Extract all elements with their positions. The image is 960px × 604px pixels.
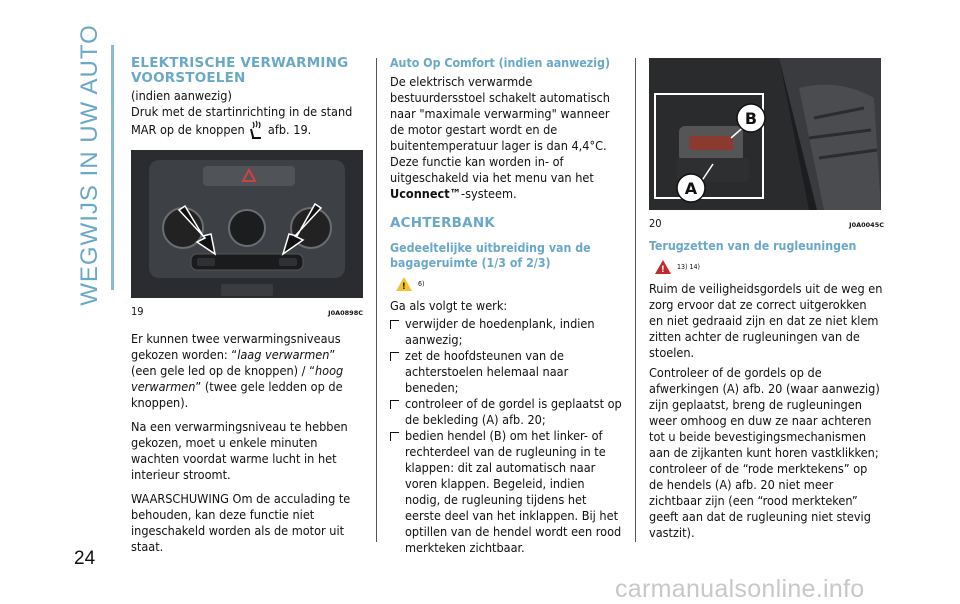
column-2 (390, 56, 622, 556)
column-3 (649, 56, 884, 549)
paragraph: (indien aanwezig) (131, 88, 232, 103)
figure-20-rear-seat (649, 58, 881, 210)
heading-seat-heating: ELEKTRISCHE VERWARMING VOORSTOELEN (131, 55, 349, 86)
heading-auto-on-comfort: Auto Op Comfort (indien aanwezig) (390, 56, 610, 70)
caution-icon (396, 277, 412, 291)
warning-reference: ! 13) 14) (655, 259, 884, 275)
warning-icon (655, 260, 671, 274)
warning-paragraph: WAARSCHUWING Om de acculading te behouden, kan deze functie niet ingeschakeld worden als de motor uit staat. (131, 491, 351, 554)
watermark: carmanualsonline.info (615, 575, 865, 603)
heading-rear-seat: ACHTERBANK (390, 215, 495, 231)
paragraph: Na een verwarmingsniveau te hebben gekozen, moet u enkele minuten wachten voordat warme lucht in het interieur stroomt. (131, 419, 348, 482)
paragraph: Controleer of de gordels op de afwerkingen (A) afb. 20 (waar aanwezig) zijn geplaatst, breng de rugleuningen weer omhoog en duw ze naar achteren tot u beide bevestigingsmechanismen aan de zijkanten kunt horen vastklikken; controleer of de “rode merktekens” op de hendels (A) afb. 20 niet meer zichtbaar zijn (een “rood merkteken” geeft aan dat de rugleuning niet stevig vastzit). (649, 365, 880, 540)
figure-code: J0A0045C (849, 221, 884, 229)
list-item: zet de hoofdsteunen van de achterstoelen helemaal naar beneden; (390, 348, 622, 396)
list-item: verwijder de hoedenplank, indien aanwezig; (390, 316, 622, 348)
column-divider (376, 58, 377, 542)
figure-caption (649, 216, 884, 233)
paragraph: Druk met de startinrichting in de stand MAR op de knoppen afb. 19. (131, 104, 363, 140)
figure-19-climate-panel (131, 150, 363, 298)
section-rule (111, 45, 114, 290)
list-item: controleer of de gordel is geplaatst op de bekleding (A) afb. 20; (390, 396, 622, 428)
paragraph: Ga als volgt te werk: (390, 298, 508, 313)
list-item: bedien hendel (B) om het linker- of rechterdeel van de rugleuning in te klappen: dit zal automatisch naar voren klappen. Begeleid, indien nodig, de rugleuning tijdens het eerste deel van het inklappen. Bij het optillen van de hendel wordt een rood merkteken zichtbaar. (390, 428, 622, 556)
warning-reference: ! 6) (396, 276, 622, 292)
paragraph: Er kunnen twee verwarmingsniveaus gekozen worden: “laag verwarmen” (een gele led op de knoppen) / “hoog verwarmen” (twee gele ledden op de knoppen). (131, 331, 344, 410)
heading-luggage-extension: Gedeeltelijke uitbreiding van de bagageruimte (1/3 of 2/3) (390, 241, 591, 270)
heated-seat-icon (248, 120, 264, 140)
callout-b: B (744, 109, 758, 128)
section-title-vertical: WEGWIJS IN UW AUTO (76, 24, 103, 306)
figure-caption (131, 304, 363, 321)
paragraph: De elektrisch verwarmde bestuurdersstoel schakelt automatisch naar "maximale verwarming" wanneer de motor gestart wordt en de buitentemperatuur lager is dan 4,4°C. Deze functie kan worden in- of uitgeschakeld via het menu van het Uconnect™-systeem. (390, 74, 610, 201)
figure-number: 20 (649, 217, 662, 230)
heading-reset-backrests: Terugzetten van de rugleuningen (649, 239, 857, 253)
figure-number: 19 (131, 305, 144, 318)
paragraph: Ruim de veiligheidsgordels uit de weg en zorg ervoor dat ze correct uitgerokken en niet gedraaid zijn en dat ze niet klem zitten achter de rugleuningen van de stoelen. (649, 281, 883, 360)
column-divider (635, 58, 636, 542)
column-1 (131, 56, 363, 563)
page-number: 24 (74, 548, 96, 569)
callout-a: A (684, 179, 698, 198)
figure-code: J0A0898C (328, 309, 363, 317)
